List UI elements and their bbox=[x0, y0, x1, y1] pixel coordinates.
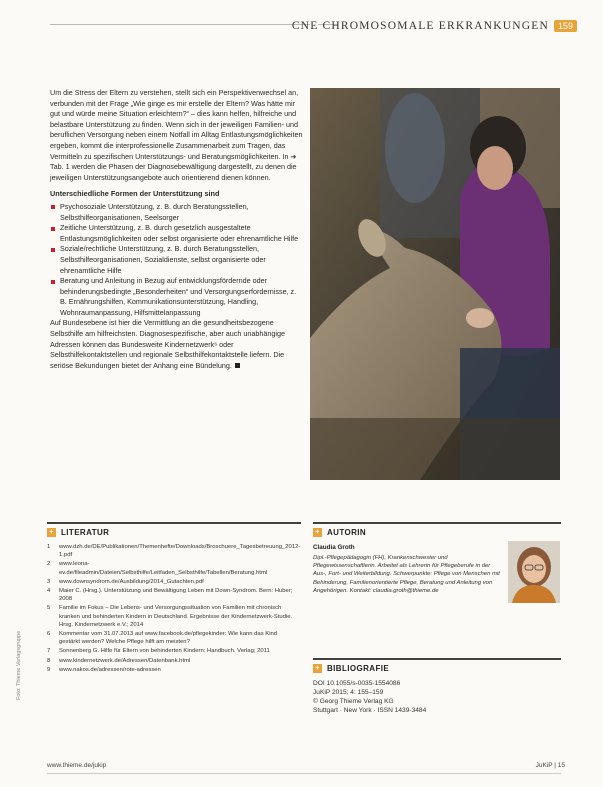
author-bio: Dipl.-Pflegepädagogin (FH), Krankenschwester und Pflegewissenschaftlerin. Arbeitet als Lehrerin für Pflegeberufe in der Aus-, Fort- und Weiterbildung. Schwerpunkte: Pflege von Menschen mit Behinderung, Familienorientierte Pflege, Beratung und Anleitung von Angehörigen. Kontakt: claudia.groth@thieme.de bbox=[313, 555, 500, 594]
autorin-heading bbox=[313, 528, 366, 537]
list-item: 5 Familie im Fokus – Die Lebens- und Versorgungssituation von Familien mit chronisch kranken und behinderten Kindern in Deutschland. Ergebnisse der Kindernetzwerk-Studie. Hrsg. Kindernetzwerk e.V.; 2014 bbox=[47, 605, 293, 628]
list-item: Psychosoziale Unterstützung, z. B. durch Beratungsstellen, Selbsthilfeorganisationen, Seelsorger bbox=[50, 202, 304, 223]
list-item: 8 www.kindernetzwerk.de/Adressen/Datenbank.html bbox=[47, 657, 191, 664]
list-item: 9 www.nakos.de/adressen/rote-adressen bbox=[47, 666, 161, 673]
issn-line: Stuttgart · New York · ISSN 1439-3484 bbox=[313, 707, 427, 714]
bibliografie-heading bbox=[313, 664, 389, 673]
running-header bbox=[292, 20, 577, 32]
bibliography-details bbox=[313, 679, 426, 715]
list-item: Soziale/rechtliche Unterstützung, z. B. durch Beratungsstellen, Selbsthilfeorganisationen, Sozialdienste, selbst organisierte oder ehrenamtliche Hilfe bbox=[50, 244, 304, 276]
literatur-title: LITERATUR bbox=[61, 528, 110, 537]
autorin-rule bbox=[313, 522, 561, 524]
literature-entry: www.nakos.de/adressen/rote-adressen bbox=[59, 666, 161, 673]
doi-line: DOI 10.1055/s-0035-1554086 bbox=[313, 680, 401, 687]
closing-text: Auf Bundesebene ist hier die Vermittlung an die gesundheitsbezogene Selbsthilfe am hilfreichsten. Diagnosespezifische, aber auch unabhängige Adressen können das Bundesweite Kindernetzwerk⁶ oder Selbsthilfekontaktstellen und regionale Selbsthilfekontaktstelle liefern. Die seriöse Bekundungen bietet der Anhang eine Bündelung. bbox=[50, 318, 285, 370]
citation-line: JuKiP 2015; 4: 155–159 bbox=[313, 689, 384, 696]
autorin-title: AUTORIN bbox=[327, 528, 367, 537]
bibliografie-title: BIBLIOGRAFIE bbox=[327, 664, 390, 673]
end-mark bbox=[235, 363, 240, 368]
closing-paragraph bbox=[50, 318, 304, 371]
body-column bbox=[50, 88, 304, 371]
footer-url: www.thieme.de/jukip bbox=[47, 762, 107, 769]
literature-entry: www.leona-ev.de/fileadmin/Dateien/Selbsthilfe/Leitfaden_Selbsthilfe/Tabellen/Beratung.html bbox=[59, 561, 268, 576]
author-name: Claudia Groth bbox=[313, 544, 355, 551]
literatur-heading bbox=[47, 528, 109, 537]
photo-credit: Foto: Thieme Verlagsgruppe bbox=[16, 630, 22, 700]
literature-list bbox=[47, 543, 301, 675]
list-item: 4 Maier C. (Hrsg.). Unterstützung und Bewältigung Leben mit Down-Syndrom. Bern: Huber; 2008 bbox=[47, 588, 293, 603]
bibliografie-rule bbox=[313, 658, 561, 660]
literature-entry: Familie im Fokus – Die Lebens- und Versorgungssituation von Familien mit chronisch kranken und behinderten Kindern in Deutschland. Ergebnisse der Kindernetzwerk-Studie. Hrsg. Kindernetzwerk e.V.; 2014 bbox=[59, 605, 293, 628]
literature-entry: www.kindernetzwerk.de/Adressen/Datenbank.html bbox=[59, 657, 191, 664]
list-item: Beratung und Anleitung in Bezug auf entwicklungsfördernde oder behinderungsbedingte „Besonderheiten“ und Versorgungserfordernisse, z. B. Ernährungshilfen, Kommunikationsunterstützung, Handling, Wohnraumanpassung, Hilfsmittelanpassung bbox=[50, 276, 304, 318]
photo-girl-feeding-deer bbox=[310, 88, 560, 480]
footer-page: JuKiP | 15 bbox=[535, 762, 565, 769]
autorin-icon: + bbox=[313, 528, 322, 537]
author-portrait bbox=[508, 541, 560, 603]
literature-entry: www.downsyndrom.de/Ausbildung/2014_Gutachten.pdf bbox=[59, 578, 204, 585]
list-item: 6 Kommentar vom 31.07.2013 auf www.facebook.de/pflegekinder: Wie kann das Kind gestärkt werden? Welche Pflege hilft am meisten? bbox=[47, 631, 278, 646]
bibliografie-icon: + bbox=[313, 664, 322, 673]
list-item: 3 www.downsyndrom.de/Ausbildung/2014_Gutachten.pdf bbox=[47, 578, 204, 585]
intro-paragraph: Um die Stress der Eltern zu verstehen, stellt sich ein Perspektivenwechsel an, verbunden mit der Frage „Wie ginge es mir erstelle der Eltern? Was hätte mir gut und würde meine Situation erleichtern?“ – dies kann helfen, hilfreiche und belastbare Unterstützung zu finden. Wenn sich in der jeweiligen Familien- und beruflichen Versorgung neben einem Notfall im Alltag Entlastungsmöglichkeiten ergeben, kommt die interprofessionelle Zusammenarbeit zum Tragen, das Vermitteln zu spezifischen Unterstützungs- und Beratungsmöglichkeiten. In ➔ Tab. 1 werden die Phasen der Diagnosebewältigung dargestellt, zu denen die jeweiligen Unterstützungsangebote auch orientierend dienen können. bbox=[50, 88, 303, 182]
literature-entry: www.dzh.de/DE/Publikationen/Themenhefte/Downloads/Broschuere_Tagesbetreuung_2012-1.pdf bbox=[59, 544, 301, 559]
literature-entry: Kommentar vom 31.07.2013 auf www.facebook.de/pflegekinder: Wie kann das Kind gestärkt werden? Welche Pflege hilft am meisten? bbox=[59, 631, 278, 646]
list-item: Zeitliche Unterstützung, z. B. durch gesetzlich ausgestaltete Entlastungsmöglichkeiten oder selbst organisierte oder ehrenamtliche Hilfe bbox=[50, 223, 304, 244]
literature-entry: Sonnenberg G. Hilfe für Eltern von behinderten Kindern: Handbuch. Verlag; 2011 bbox=[59, 648, 270, 655]
publisher-line: © Georg Thieme Verlag KG bbox=[313, 698, 394, 705]
literatur-rule bbox=[47, 522, 301, 524]
list-item: 7 Sonnenberg G. Hilfe für Eltern von behinderten Kindern: Handbuch. Verlag; 2011 bbox=[47, 648, 270, 655]
list-item: 1 www.dzh.de/DE/Publikationen/Themenhefte/Downloads/Broschuere_Tagesbetreuung_2012-1.pdf bbox=[47, 544, 301, 559]
literature-entry: Maier C. (Hrsg.). Unterstützung und Bewältigung Leben mit Down-Syndrom. Bern: Huber; 2008 bbox=[59, 588, 293, 603]
forms-heading: Unterschiedliche Formen der Unterstützung sind bbox=[50, 189, 220, 199]
footer-rule bbox=[47, 773, 561, 774]
literatur-icon: + bbox=[47, 528, 56, 537]
support-forms-list bbox=[50, 202, 304, 319]
header-title: CNE CHROMOSOMALE ERKRANKUNGEN bbox=[291, 20, 549, 32]
list-item: 2 www.leona-ev.de/fileadmin/Dateien/Selbsthilfe/Leitfaden_Selbsthilfe/Tabellen/Beratung.html bbox=[47, 561, 268, 576]
page-badge: 159 bbox=[554, 20, 577, 32]
header-rule-left bbox=[50, 24, 310, 25]
